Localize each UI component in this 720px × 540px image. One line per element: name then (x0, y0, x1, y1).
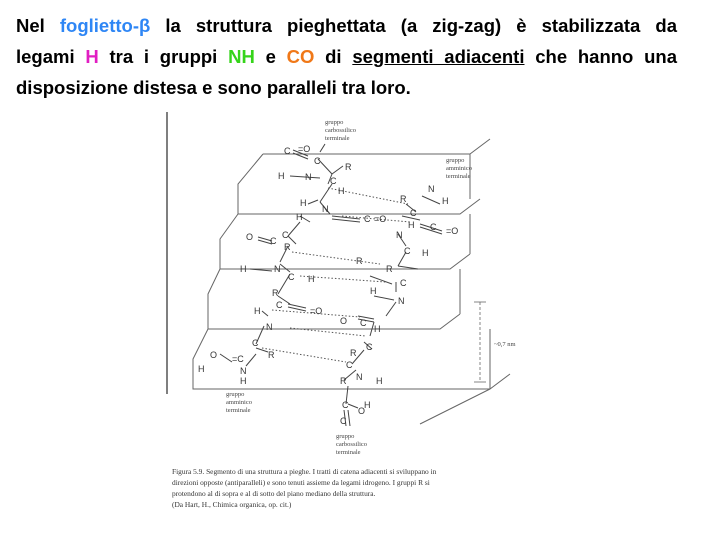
svg-text:N: N (356, 372, 363, 382)
svg-text:C: C (314, 156, 321, 166)
co-term: CO (286, 46, 315, 67)
intro-paragraph (16, 10, 677, 103)
svg-text:H: H (278, 171, 285, 181)
svg-text:C: C (364, 214, 371, 224)
svg-text:C: C (340, 416, 347, 426)
atom-labels (198, 144, 458, 426)
svg-text:H: H (376, 376, 383, 386)
svg-text:O: O (340, 316, 348, 326)
svg-text:R: R (400, 194, 407, 204)
svg-text:N: N (396, 230, 403, 240)
distance-marker (474, 302, 486, 382)
svg-text:H: H (296, 212, 303, 222)
caption-line: protendono al di sopra e al di sotto del piano mediano della struttura. (172, 489, 376, 498)
right-label-2: amminico (446, 165, 472, 172)
svg-text:=O: =O (298, 144, 311, 154)
svg-text:C: C (410, 208, 417, 218)
distance-label: ~0,7 nm (494, 341, 516, 348)
svg-text:N: N (266, 322, 273, 332)
svg-text:H: H (308, 274, 315, 284)
underlined-term: segmenti adiacenti (352, 46, 525, 67)
right-label-3: terminale (446, 173, 471, 180)
text-segment: di (314, 46, 353, 67)
svg-text:H: H (408, 220, 415, 230)
left-label-1: gruppo (226, 391, 245, 398)
svg-text:N: N (322, 204, 329, 214)
svg-text:C: C (270, 236, 277, 246)
svg-text:O: O (358, 406, 366, 416)
svg-text:C: C (360, 318, 367, 328)
caption-line: direzioni opposte (antiparalleli) e sono tenuti assieme da legami idrogeno. I gruppi R si (172, 478, 430, 487)
svg-text:=O: =O (310, 306, 323, 316)
svg-text:N: N (274, 264, 281, 274)
svg-text:=O: =O (446, 226, 459, 236)
figure-caption (172, 466, 552, 510)
svg-text:C: C (252, 338, 259, 348)
svg-text:R: R (340, 376, 347, 386)
svg-text:N: N (240, 366, 247, 376)
bond-lines (220, 144, 442, 426)
svg-text:O: O (210, 350, 218, 360)
left-label-3: terminale (226, 407, 251, 414)
text-segment: e (254, 46, 287, 67)
svg-text:N: N (305, 172, 312, 182)
bottom-label-2: carbossilico (336, 441, 368, 448)
paragraph-line-2 (16, 41, 677, 72)
svg-text:C: C (342, 400, 349, 410)
svg-text:C: C (288, 272, 295, 282)
svg-text:H: H (254, 306, 261, 316)
text-segment: che hanno una (524, 46, 677, 67)
svg-text:R: R (284, 242, 291, 252)
svg-text:R: R (356, 256, 363, 266)
svg-text:C: C (284, 146, 291, 156)
svg-text:C: C (366, 342, 373, 352)
svg-text:=C: =C (232, 354, 244, 364)
svg-text:C: C (430, 222, 437, 232)
bottom-label-3: terminale (336, 449, 361, 456)
svg-text:N: N (398, 296, 405, 306)
svg-text:H: H (364, 400, 371, 410)
paragraph-line-1 (16, 10, 677, 41)
beta-sheet-figure (160, 104, 560, 524)
svg-text:R: R (386, 264, 393, 274)
svg-text:R: R (268, 350, 275, 360)
text-segment: Nel (16, 15, 60, 36)
svg-text:C: C (282, 230, 289, 240)
text-segment: legami (16, 46, 86, 67)
top-label-3: terminale (325, 135, 350, 142)
svg-text:C: C (330, 176, 337, 186)
svg-text:H: H (198, 364, 205, 374)
svg-text:H: H (374, 324, 381, 334)
svg-text:C: C (400, 278, 407, 288)
left-label-2: amminico (226, 399, 252, 406)
right-label-1: gruppo (446, 157, 465, 164)
top-label-1: gruppo (325, 119, 344, 126)
svg-text:H: H (422, 248, 429, 258)
top-label-2: carbossilico (325, 127, 357, 134)
foglietto-beta-term: foglietto-β (59, 15, 151, 36)
nh-term: NH (228, 46, 255, 67)
svg-text:C: C (404, 246, 411, 256)
svg-text:R: R (272, 288, 279, 298)
bottom-label-1: gruppo (336, 433, 355, 440)
svg-text:H: H (240, 376, 247, 386)
svg-text:H: H (338, 186, 345, 196)
svg-text:O: O (246, 232, 254, 242)
svg-text:=O: =O (374, 214, 387, 224)
beta-sheet-diagram (160, 104, 560, 524)
svg-text:H: H (240, 264, 247, 274)
svg-text:R: R (350, 348, 357, 358)
h-term: H (85, 46, 99, 67)
svg-text:C: C (276, 300, 283, 310)
caption-line: Figura 5.9. Segmento di una struttura a pieghe. I tratti di catena adiacenti si sviluppano in (172, 467, 437, 476)
svg-text:R: R (345, 162, 352, 172)
caption-line: (Da Hart, H., Chimica organica, op. cit.) (172, 500, 292, 509)
svg-text:N: N (428, 184, 435, 194)
svg-text:H: H (300, 198, 307, 208)
text-segment: la struttura pieghettata (a zig-zag) è stabilizzata da (150, 15, 677, 36)
svg-text:C: C (346, 360, 353, 370)
text-segment: tra i gruppi (98, 46, 229, 67)
svg-text:H: H (442, 196, 449, 206)
svg-text:H: H (370, 286, 377, 296)
paragraph-line-3: disposizione distesa e sono paralleli tra loro. (16, 77, 411, 98)
